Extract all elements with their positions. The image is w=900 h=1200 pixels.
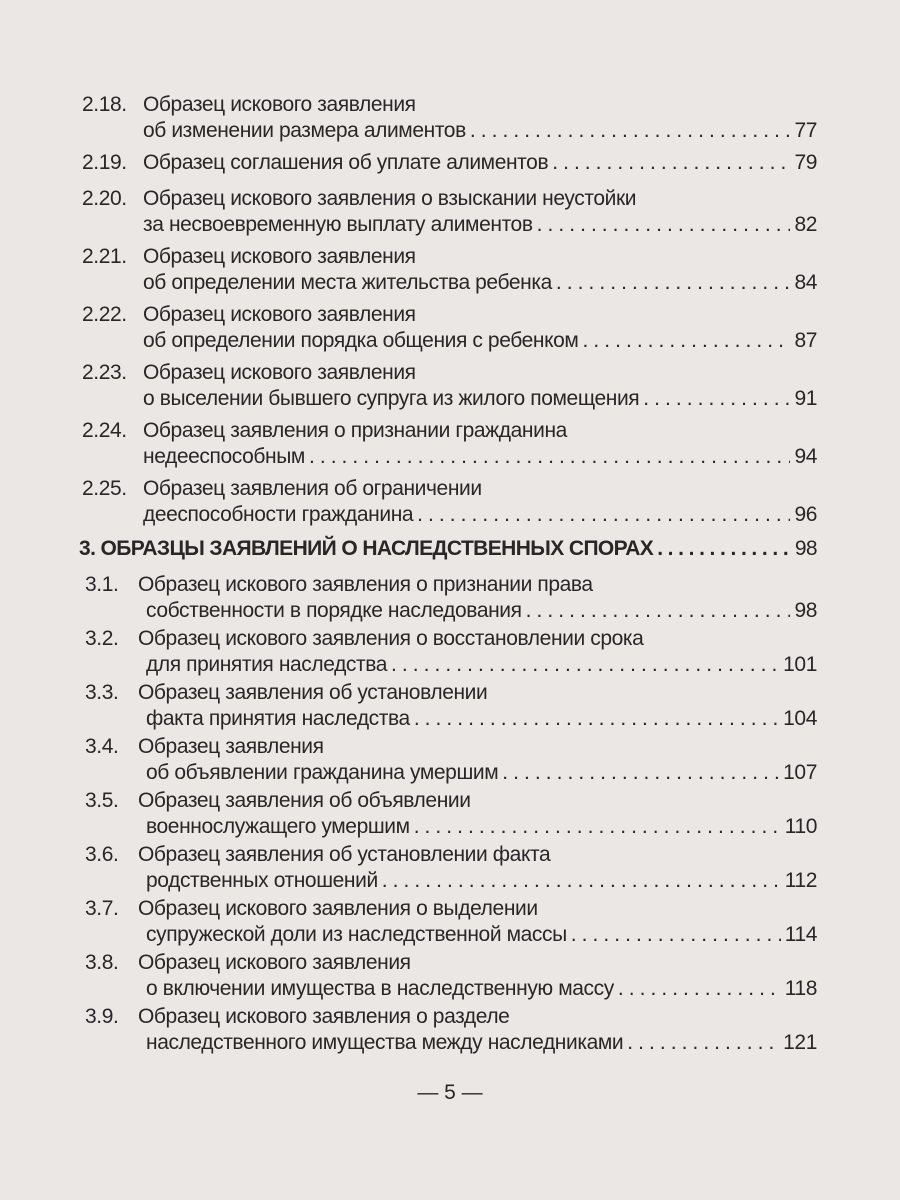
entry-line (146, 976, 817, 1002)
dot-leader (627, 1030, 779, 1056)
entry-line (138, 734, 817, 760)
entry-body (138, 842, 817, 894)
entry-number: 3.2. (85, 627, 119, 650)
entry-title-text: об объявлении гражданина умершим (146, 761, 499, 784)
entry-title-text: родственных отношений (146, 869, 378, 892)
entry-body (143, 92, 817, 144)
toc-entry[interactable] (82, 680, 817, 732)
toc-entry[interactable] (82, 150, 817, 176)
toc-entry[interactable] (82, 626, 817, 678)
entry-line (146, 1030, 817, 1056)
entry-line (143, 270, 817, 296)
toc-entry[interactable] (82, 896, 817, 948)
dot-leader (309, 444, 790, 470)
toc-entry[interactable] (82, 186, 817, 238)
page-number: 112 (784, 869, 817, 892)
entry-line (143, 92, 817, 118)
page-number: 87 (794, 329, 817, 352)
entry-line (146, 760, 817, 786)
section-3-entries (82, 572, 817, 1056)
page-number: 77 (794, 119, 817, 142)
entry-title-text: о выселении бывшего супруга из жилого помещения (143, 387, 640, 410)
dot-leader (391, 652, 779, 678)
toc-entry[interactable] (82, 92, 817, 144)
entry-body (138, 680, 817, 732)
page-number: 96 (794, 503, 817, 526)
entry-number: 2.22. (82, 303, 127, 326)
entry-line (146, 868, 817, 894)
dot-leader (414, 706, 779, 732)
entry-title-text: супружеской доли из наследственной массы (146, 923, 567, 946)
dot-leader (470, 118, 791, 144)
page-number: 98 (794, 537, 817, 560)
entry-line (146, 922, 817, 948)
entry-title-text: Образец заявления об установлении (138, 681, 488, 704)
entry-title-text: Образец искового заявления (143, 245, 416, 268)
entry-number: 2.20. (82, 187, 127, 210)
entry-number: 3.1. (85, 573, 119, 596)
entry-title-text: за несвоевременную выплату алиментов (143, 213, 533, 236)
toc-entry[interactable] (82, 244, 817, 296)
entry-body (138, 896, 817, 948)
dot-leader (552, 150, 790, 176)
dot-leader (571, 922, 781, 948)
dot-leader (537, 212, 791, 238)
entry-number: 3.7. (85, 897, 119, 920)
entry-line (138, 680, 817, 706)
entry-body (143, 418, 817, 470)
entry-line (146, 598, 817, 624)
page-number: 121 (783, 1031, 817, 1054)
entry-title-text: военнослужащего умершим (146, 815, 410, 838)
dot-leader (618, 976, 781, 1002)
entry-title-text: Образец искового заявления (143, 303, 416, 326)
page-number: 110 (784, 815, 817, 838)
entry-title-text: Образец искового заявления (138, 951, 411, 974)
entry-number: 3.4. (85, 735, 119, 758)
toc-entry[interactable] (82, 950, 817, 1002)
entry-body (143, 244, 817, 296)
entry-line (138, 950, 817, 976)
dot-leader (582, 328, 790, 354)
page-number: 98 (794, 599, 817, 622)
page-number: 82 (794, 213, 817, 236)
page-number: 94 (794, 445, 817, 468)
page-number: 107 (783, 761, 817, 784)
entry-title-text: собственности в порядке наследования (146, 599, 522, 622)
section-2-entries (82, 92, 817, 528)
dot-leader (382, 868, 781, 894)
entry-line (143, 328, 817, 354)
entry-title-text: об определении порядка общения с ребенком (143, 329, 579, 352)
page-number: 118 (784, 977, 817, 1000)
dot-leader (556, 270, 791, 296)
table-of-contents (79, 92, 817, 1058)
page-number: 91 (794, 387, 817, 410)
entry-line (143, 444, 817, 470)
entry-title-text: Образец заявления о признании гражданина (143, 419, 567, 442)
entry-title-text: Образец искового заявления о выделении (138, 897, 538, 920)
entry-title-text: Образец искового заявления (143, 93, 416, 116)
entry-body (143, 360, 817, 412)
dot-leader (643, 386, 790, 412)
entry-title-text: для принятия наследства (146, 653, 388, 676)
toc-entry[interactable] (82, 418, 817, 470)
dot-leader (414, 814, 781, 840)
entry-number: 2.23. (82, 361, 127, 384)
toc-entry[interactable] (82, 788, 817, 840)
entry-body (143, 476, 817, 528)
entry-line (138, 842, 817, 868)
entry-line (143, 302, 817, 328)
entry-body (138, 788, 817, 840)
entry-title-text: об определении места жительства ребенка (143, 271, 552, 294)
entry-line (138, 626, 817, 652)
entry-line (143, 502, 817, 528)
dot-leader (657, 534, 791, 564)
entry-body (138, 626, 817, 678)
entry-title-text: Образец искового заявления о взыскании неустойки (143, 187, 637, 210)
entry-line (143, 476, 817, 502)
entry-number: 3.8. (85, 951, 119, 974)
entry-line (143, 212, 817, 238)
entry-body (143, 150, 817, 176)
entry-line (138, 572, 817, 598)
entry-number: 2.25. (82, 477, 127, 500)
entry-body (138, 1004, 817, 1056)
dot-leader (526, 598, 791, 624)
dot-leader (502, 760, 779, 786)
entry-line (146, 814, 817, 840)
entry-body (143, 302, 817, 354)
entry-title-text: об изменении размера алиментов (143, 119, 466, 142)
page-number: 79 (794, 151, 817, 174)
entry-line (143, 150, 817, 176)
entry-title-text: Образец искового заявления о восстановлении срока (138, 627, 644, 650)
toc-entry[interactable] (82, 1004, 817, 1056)
entry-body (138, 734, 817, 786)
entry-number: 3.5. (85, 789, 119, 812)
entry-title-text: Образец заявления об установлении факта (138, 843, 551, 866)
toc-entry[interactable] (82, 360, 817, 412)
entry-body (143, 186, 817, 238)
entry-line (146, 652, 817, 678)
entry-line (138, 1004, 817, 1030)
entry-line (143, 186, 817, 212)
entry-number: 2.24. (82, 419, 127, 442)
entry-title-text: Образец заявления (138, 735, 324, 758)
entry-title-text: Образец соглашения об уплате алиментов (143, 151, 549, 174)
chapter-3-heading[interactable] (79, 534, 817, 564)
entry-line (138, 896, 817, 922)
entry-title-text: Образец заявления об объявлении (138, 789, 471, 812)
entry-line (146, 706, 817, 732)
entry-title-text: факта принятия наследства (146, 707, 410, 730)
entry-body (138, 572, 817, 624)
entry-title-text: Образец искового заявления о разделе (138, 1005, 510, 1028)
toc-entry[interactable] (82, 476, 817, 528)
page-number: 84 (794, 271, 817, 294)
entry-line (143, 418, 817, 444)
entry-number: 3.9. (85, 1005, 119, 1028)
entry-title-text: о включении имущества в наследственную массу (146, 977, 614, 1000)
entry-number: 2.19. (82, 151, 127, 174)
toc-entry[interactable] (82, 572, 817, 624)
entry-title-text: наследственного имущества между наследниками (146, 1031, 624, 1054)
toc-entry[interactable] (82, 842, 817, 894)
page-number: 101 (783, 653, 817, 676)
entry-number: 3.6. (85, 843, 119, 866)
entry-title-text: дееспособности гражданина (143, 503, 414, 526)
entry-number: 3.3. (85, 681, 119, 704)
entry-number: 2.18. (82, 93, 127, 116)
page-footer-number: — 5 — (417, 1081, 483, 1104)
entry-title-text: Образец заявления об ограничении (143, 477, 482, 500)
entry-title-text: Образец искового заявления о признании права (138, 573, 593, 596)
entry-line (138, 788, 817, 814)
entry-title-text: недееспособным (143, 445, 305, 468)
entry-line (143, 244, 817, 270)
toc-entry[interactable] (82, 302, 817, 354)
page-number: 114 (784, 923, 817, 946)
entry-line (143, 386, 817, 412)
entry-title-text: Образец искового заявления (143, 361, 416, 384)
page-number: 104 (783, 707, 817, 730)
entry-line (143, 360, 817, 386)
chapter-title: 3. ОБРАЗЦЫ ЗАЯВЛЕНИЙ О НАСЛЕДСТВЕННЫХ СПОРАХ (79, 537, 654, 560)
entry-line (143, 118, 817, 144)
entry-body (138, 950, 817, 1002)
dot-leader (417, 502, 790, 528)
entry-number: 2.21. (82, 245, 127, 268)
toc-entry[interactable] (82, 734, 817, 786)
